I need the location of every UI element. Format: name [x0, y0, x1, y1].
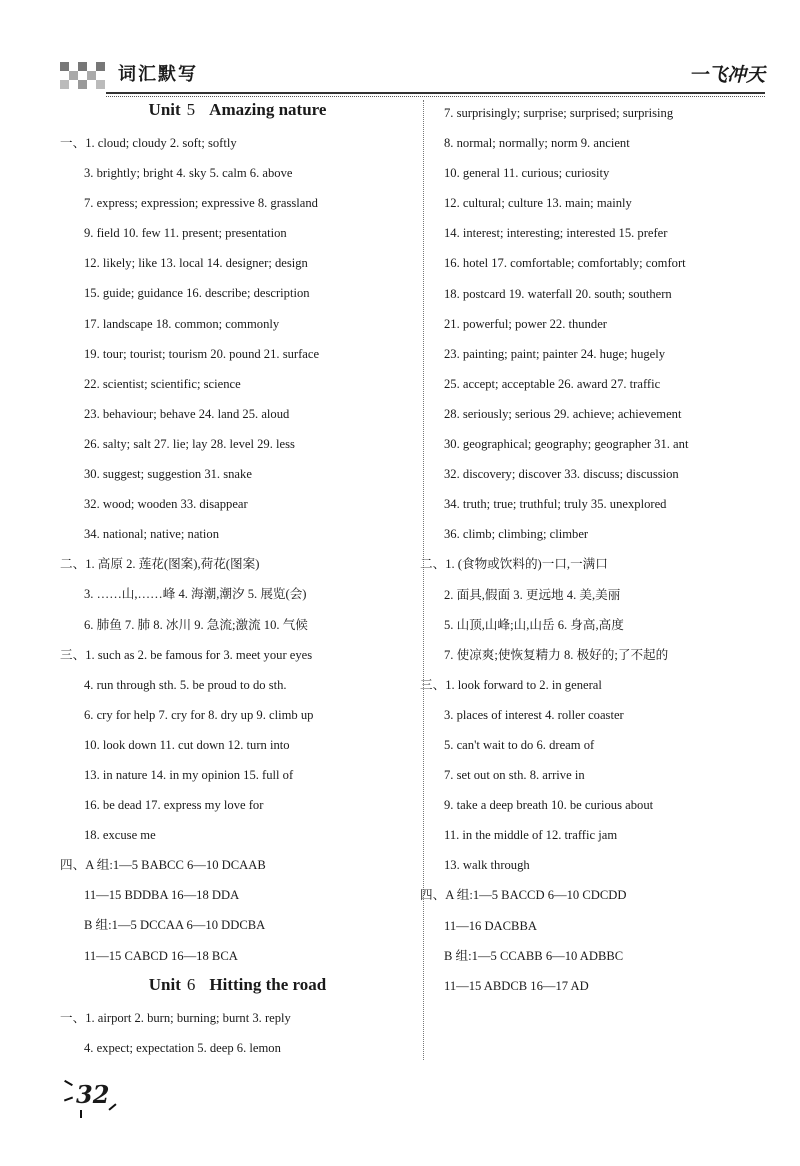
answer-line: 11. in the middle of 12. traffic jam — [444, 828, 618, 843]
answer-line: 四、A 组:1—5 BACCD 6—10 CDCDD — [420, 888, 627, 903]
answer-line: 17. landscape 18. common; commonly — [84, 316, 280, 331]
header-title: 词汇默写 — [118, 64, 198, 85]
answer-line: 12. cultural; culture 13. main; mainly — [444, 196, 632, 211]
page-number — [64, 1076, 124, 1116]
answer-line: 21. powerful; power 22. thunder — [444, 316, 607, 331]
page-number-text: 32 — [76, 1080, 110, 1109]
answer-line: 10. look down 11. cut down 12. turn into — [84, 737, 290, 752]
answer-line: 34. truth; true; truthful; truly 35. unexplored — [444, 497, 667, 512]
unit-name: Hitting the road — [209, 974, 327, 994]
answer-line: 7. express; expression; expressive 8. grassland — [84, 196, 318, 211]
answer-line: 3. ……山,……峰 4. 海潮,潮汐 5. 展览(会) — [84, 587, 307, 602]
answer-line: B 组:1—5 DCCAA 6—10 DDCBA — [84, 918, 266, 933]
answer-line: 7. 使凉爽;使恢复精力 8. 极好的;了不起的 — [444, 647, 669, 662]
answer-line: 13. in nature 14. in my opinion 15. full of — [84, 767, 294, 782]
answer-list — [60, 128, 415, 971]
left-column — [60, 98, 415, 1063]
answer-line: 4. run through sth. 5. be proud to do sth. — [84, 677, 287, 692]
answer-line: 16. hotel 17. comfortable; comfortably; comfort — [444, 256, 686, 271]
answer-line: 10. general 11. curious; curiosity — [444, 166, 610, 181]
answer-line: 7. surprisingly; surprise; surprised; surprising — [444, 106, 674, 120]
answer-line: 19. tour; tourist; tourism 20. pound 21. surface — [84, 346, 320, 361]
unit-number: 6 — [186, 974, 196, 994]
checker-logo-icon — [60, 62, 106, 92]
answer-line: 32. discovery; discover 33. discuss; discussion — [444, 467, 679, 482]
answer-line: 22. scientist; scientific; science — [84, 376, 241, 391]
header-rule — [106, 92, 765, 94]
right-column — [420, 98, 770, 1001]
answer-line: B 组:1—5 CCABB 6—10 ADBBC — [444, 948, 624, 963]
answer-line: 二、1. 高原 2. 莲花(图案),荷花(图案) — [60, 557, 260, 572]
answer-line: 二、1. (食物或饮料的)一口,一满口 — [420, 557, 608, 572]
answer-line: 4. expect; expectation 5. deep 6. lemon — [84, 1040, 281, 1055]
answer-line: 一、1. cloud; cloudy 2. soft; softly — [60, 136, 237, 150]
answer-line: 9. field 10. few 11. present; presentation — [84, 226, 287, 241]
answer-line: 一、1. airport 2. burn; burning; burnt 3. reply — [60, 1010, 291, 1025]
answer-list — [60, 1003, 415, 1063]
answer-line: 11—15 CABCD 16—18 BCA — [84, 948, 238, 963]
answer-line: 18. postcard 19. waterfall 20. south; southern — [444, 286, 672, 301]
answer-line: 26. salty; salt 27. lie; lay 28. level 29. less — [84, 436, 295, 451]
answer-line: 5. 山顶,山峰;山,山岳 6. 身高,高度 — [444, 617, 624, 632]
unit-title — [60, 98, 415, 128]
answer-line: 三、1. such as 2. be famous for 3. meet your eyes — [60, 647, 313, 662]
unit-title — [60, 973, 415, 1003]
answer-line: 16. be dead 17. express my love for — [84, 798, 264, 813]
unit-label: Unit — [148, 100, 181, 119]
answer-line: 12. likely; like 13. local 14. designer; design — [84, 256, 308, 271]
answer-line: 四、A 组:1—5 BABCC 6—10 DCAAB — [60, 858, 266, 873]
answer-line: 2. 面具,假面 3. 更远地 4. 美,美丽 — [444, 587, 621, 602]
answer-line: 25. accept; acceptable 26. award 27. traffic — [444, 376, 661, 391]
unit-name: Amazing nature — [209, 100, 327, 119]
answer-line: 11—16 DACBBA — [444, 918, 537, 933]
answer-line: 3. places of interest 4. roller coaster — [444, 707, 624, 722]
answer-line: 7. set out on sth. 8. arrive in — [444, 768, 585, 783]
answer-line: 14. interest; interesting; interested 15. prefer — [444, 226, 668, 241]
answer-line: 三、1. look forward to 2. in general — [420, 677, 602, 692]
answer-line: 32. wood; wooden 33. disappear — [84, 497, 248, 512]
brand-logo: 一飞冲天 — [688, 64, 765, 86]
answer-line: 6. 肺鱼 7. 肺 8. 冰川 9. 急流;激流 10. 气候 — [84, 617, 308, 632]
answer-line: 11—15 ABDCB 16—17 AD — [444, 978, 589, 993]
answer-line: 23. painting; paint; painter 24. huge; hugely — [444, 346, 666, 361]
answer-line: 23. behaviour; behave 24. land 25. aloud — [84, 406, 290, 421]
answer-list — [420, 98, 770, 1001]
answer-line: 34. national; native; nation — [84, 527, 220, 542]
answer-line: 3. brightly; bright 4. sky 5. calm 6. above — [84, 166, 293, 181]
answer-line: 5. can't wait to do 6. dream of — [444, 737, 595, 752]
header-dotted-rule — [106, 96, 765, 97]
unit-label: Unit — [148, 974, 181, 994]
page-header — [60, 58, 765, 98]
answer-line: 11—15 BDDBA 16—18 DDA — [84, 888, 240, 903]
answer-line: 9. take a deep breath 10. be curious about — [444, 798, 654, 813]
answer-line: 28. seriously; serious 29. achieve; achievement — [444, 406, 682, 421]
unit-number: 5 — [186, 100, 196, 119]
answer-line: 8. normal; normally; norm 9. ancient — [444, 136, 630, 151]
answer-line: 18. excuse me — [84, 828, 156, 843]
answer-line: 30. geographical; geography; geographer 31. ant — [444, 437, 689, 452]
answer-line: 36. climb; climbing; climber — [444, 527, 589, 542]
answer-line: 6. cry for help 7. cry for 8. dry up 9. climb up — [84, 707, 314, 722]
answer-line: 13. walk through — [444, 858, 530, 873]
answer-line: 15. guide; guidance 16. describe; description — [84, 286, 310, 301]
answer-line: 30. suggest; suggestion 31. snake — [84, 467, 252, 482]
